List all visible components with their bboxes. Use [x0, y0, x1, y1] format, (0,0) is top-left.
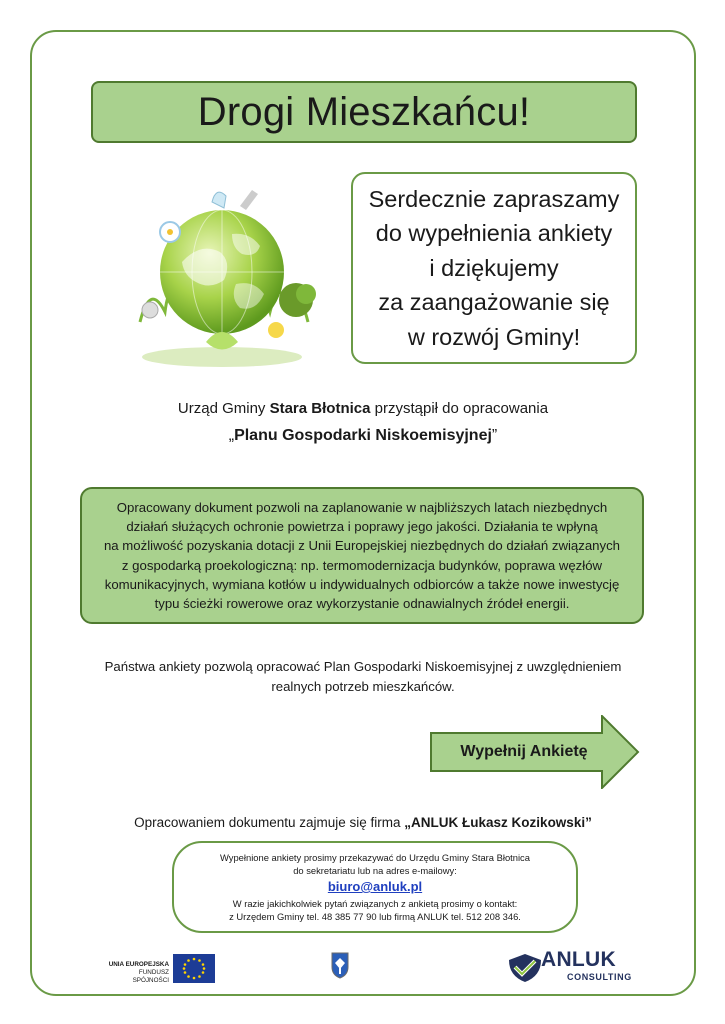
contact-line-4: z Urzędem Gminy tel. 48 385 77 90 lub firmą ANLUK tel. 512 208 346. — [229, 911, 521, 923]
invitation-box — [351, 172, 637, 364]
eu-flag-icon — [173, 954, 215, 983]
intro-line-1 — [90, 395, 636, 422]
intro-line-2 — [90, 422, 636, 449]
firm-name: „ANLUK Łukasz Kozikowski” — [404, 815, 592, 830]
description-line: typu ścieżki rowerowe oraz wykorzystanie odnawialnych źródeł energii. — [154, 595, 570, 611]
fill-survey-label: Wypełnij Ankietę — [460, 743, 588, 760]
title-banner — [91, 81, 637, 143]
description-line: działań służących ochronie powietrza i poprawy jego jakości. Działania te wpłyną — [126, 519, 598, 535]
needs-text — [70, 657, 656, 696]
intro-prefix: Urząd Gminy — [177, 400, 270, 417]
invitation-line: do wypełnienia ankiety — [375, 220, 613, 247]
description-line: Opracowany dokument pozwoli na zaplanowanie w najbliższych latach niezbędnych — [116, 499, 608, 515]
contact-line-2: do sekretariatu lub na adres e-mailowy: — [293, 864, 457, 876]
close-quote: ” — [491, 427, 498, 444]
description-line: na możliwość pozyskania dotacji z Unii Europejskiej niezbędnych do działań związanych — [103, 538, 621, 554]
intro-suffix: przystąpił do opracowania — [370, 400, 549, 417]
page-title: Drogi Mieszkańcu! — [197, 89, 531, 134]
contact-box — [172, 841, 578, 933]
anluk-logo-icon — [507, 952, 543, 984]
invitation-line: w rozwój Gminy! — [407, 323, 581, 350]
fill-survey-button[interactable] — [430, 715, 640, 789]
description-line: z gospodarką proekologiczną: np. termomodernizacja budynków, poprawa węzłów — [121, 557, 603, 573]
email-link[interactable]: biuro@anluk.pl — [327, 879, 423, 894]
firm-prefix: Opracowaniem dokumentu zajmuje się firma — [134, 815, 405, 830]
contact-line-3: W razie jakichkolwiek pytań związanych z ankietą prosimy o kontakt: — [232, 898, 518, 909]
plan-name: Planu Gospodarki Niskoemisyjnej — [234, 427, 492, 444]
eu-name: UNIA EUROPEJSKA — [108, 961, 169, 968]
eu-fund: FUNDUSZ SPÓJNOŚCI — [132, 969, 169, 984]
gmina-name: Stara Błotnica — [269, 400, 371, 417]
eco-globe-icon — [120, 172, 325, 372]
anluk-name: ANLUK — [541, 948, 616, 971]
firm-text — [70, 815, 656, 830]
invitation-line: za zaangażowanie się — [378, 289, 610, 316]
invitation-line: i dziękujemy — [429, 254, 559, 281]
eu-caption — [103, 961, 169, 985]
intro-text — [90, 395, 636, 449]
contact-line-1: Wypełnione ankiety prosimy przekazywać do Urzędu Gminy Stara Błotnica — [220, 851, 530, 863]
description-line: komunikacyjnych, wymiana kotłów u indywidualnych odbiorców a także nowe inwestycję — [104, 576, 620, 592]
anluk-subtitle: CONSULTING — [567, 972, 632, 982]
gmina-crest-icon — [330, 951, 350, 979]
needs-line: Państwa ankiety pozwolą opracować Plan Gospodarki Niskoemisyjnej z uwzględnieniem — [104, 659, 622, 674]
description-box — [80, 487, 644, 624]
needs-line: realnych potrzeb mieszkańców. — [271, 678, 455, 694]
open-quote: „ — [228, 427, 235, 444]
invitation-line: Serdecznie zapraszamy — [368, 185, 620, 212]
